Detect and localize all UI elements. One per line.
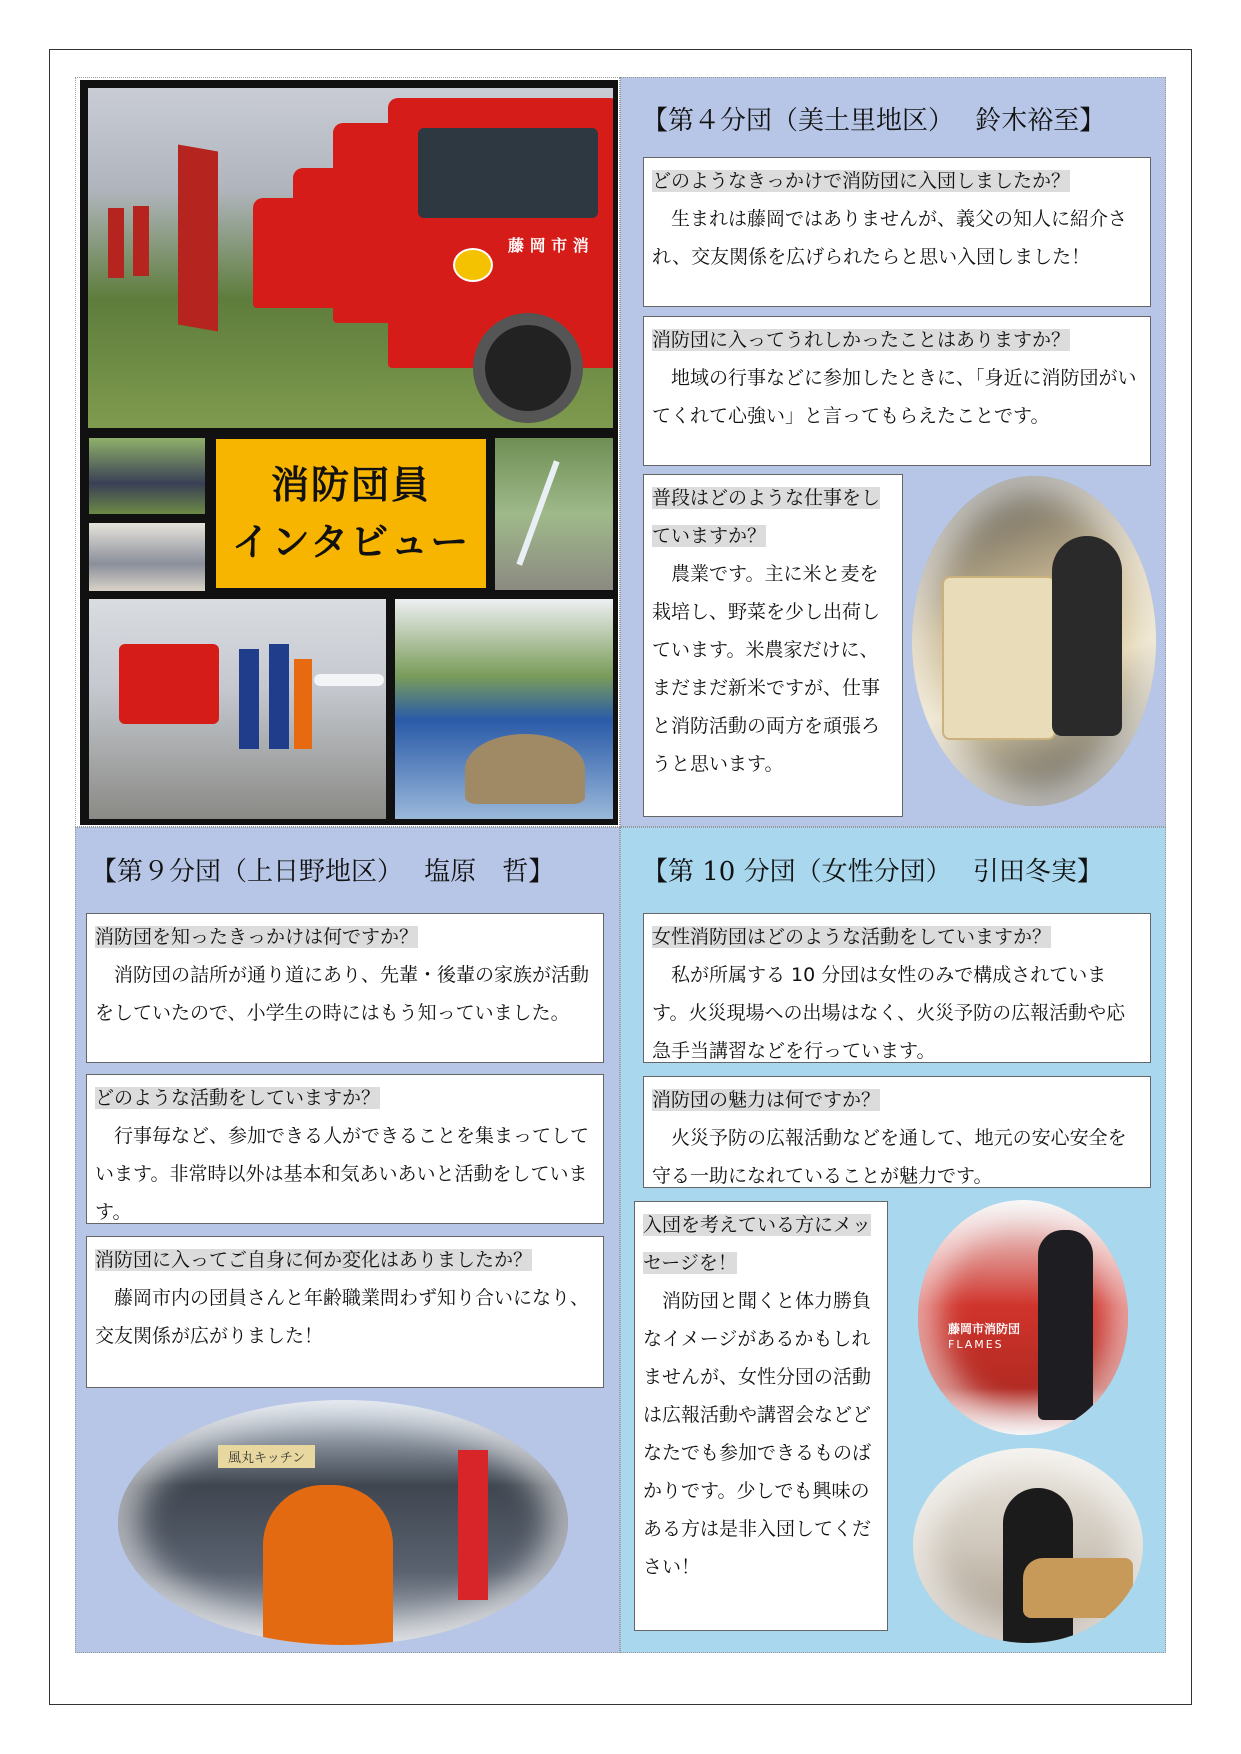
firefighter-figure [239,649,259,749]
water-jet [516,460,559,565]
firefighter-figure [269,644,289,749]
qa-box [643,157,1151,307]
flag-image [178,144,218,331]
truck-image [119,644,219,724]
section-9-title: 【第９分団（上日野地区） 塩原 哲】 [91,857,555,887]
question: 普段はどのような仕事をしていますか？ [652,487,881,547]
question: 消防団に入ってうれしかったことはありますか？ [652,329,1071,351]
qa-box [643,1076,1151,1188]
question: 消防団に入ってご自身に何か変化はありましたか？ [95,1249,533,1271]
flag-image [133,206,149,276]
section-10-title: 【第 10 分団（女性分団） 引田冬実】 [642,857,1103,887]
answer: 火災予防の広報活動などを通して、地元の安心安全を守る一助になれていることが魅力です。 [652,1127,1127,1187]
water-spray [314,674,384,686]
ceremony-photo [86,435,208,517]
answer: 消防団の詰所が通り道にあり、先輩・後輩の家族が活動をしていたので、小学生の時にはもう知っていました。 [95,964,590,1024]
cardboard-cutout [1023,1558,1133,1618]
car-label-2: FLAMES [948,1338,1004,1351]
car-label: 藤岡市消防団 [948,1322,1021,1336]
rice-sack [942,576,1056,740]
farmer-photo [912,476,1156,806]
person-figure [1052,536,1122,736]
answer: 生まれは藤岡ではありませんが、義父の知人に紹介され、交友関係を広げられたらと思い入団しました！ [652,208,1128,268]
truck-window [418,128,598,218]
banner-flag [458,1450,488,1600]
meeting-photo [86,520,208,594]
salute-photo [118,1400,568,1645]
woman-photo [913,1448,1143,1643]
answer: 藤岡市内の団員さんと年齢職業問わず知り合いになり、交友関係が広がりました！ [95,1287,590,1347]
qa-box [643,474,903,817]
question: 入団を考えている方にメッセージを！ [643,1214,872,1274]
hose-drill-photo [86,596,389,822]
answer: 農業です。主に米と麦を栽培し、野菜を少し出荷しています。米農家だけに、まだまだ新米ですが、仕事と消防活動の両方を頑張ろうと思います。 [652,563,881,775]
answer: 行事毎など、参加できる人ができることを集まってしています。非常時以外は基本和気あいあいと活動をしています。 [95,1125,590,1223]
answer: 消防団と聞くと体力勝負なイメージがあるかもしれませんが、女性分団の活動は広報活動や講習会などどなたでも参加できるものばかりです。少しでも興味のある方は是非入団してください！ [643,1290,872,1578]
training-field-photo [392,596,616,822]
answer: 私が所属する 10 分団は女性のみで構成されています。火災現場への出場はなく、火災予防の広報活動や応急手当講習などを行っています。 [652,964,1126,1062]
banner-line-2: インタビュー [231,519,471,564]
question: 女性消防団はどのような活動をしていますか？ [652,926,1052,948]
qa-box [643,316,1151,466]
question: どのような活動をしていますか？ [95,1087,381,1109]
sand-pile [465,734,585,804]
shop-sign: 風丸キッチン [218,1445,315,1468]
qa-box [643,913,1151,1063]
question: 消防団を知ったきっかけは何ですか？ [95,926,419,948]
question: 消防団の魅力は何ですか？ [652,1089,881,1111]
firefighter-figure [294,659,312,749]
section-4-title: 【第４分団（美土里地区） 鈴木裕至】 [642,106,1106,136]
question: どのようなきっかけで消防団に入団しましたか？ [652,170,1071,192]
banner-line-1: 消防団員 [270,462,431,507]
water-spray-photo [492,435,616,593]
flag-image [108,208,124,278]
person-figure [1038,1230,1093,1420]
qa-box [86,913,604,1063]
qa-box [634,1201,888,1631]
truck-wheel [473,313,583,423]
truck-emblem [453,248,493,282]
qa-box [86,1074,604,1224]
uniform-photo [918,1200,1128,1435]
interview-banner [212,435,490,592]
qa-box [86,1236,604,1388]
truck-label: 藤 岡 市 消 [508,236,589,255]
answer: 地域の行事などに参加したときに、「身近に消防団がいてくれて心強い」と言ってもらえたことです。 [652,367,1137,427]
fire-trucks-photo [84,84,617,432]
person-figure [263,1485,393,1645]
